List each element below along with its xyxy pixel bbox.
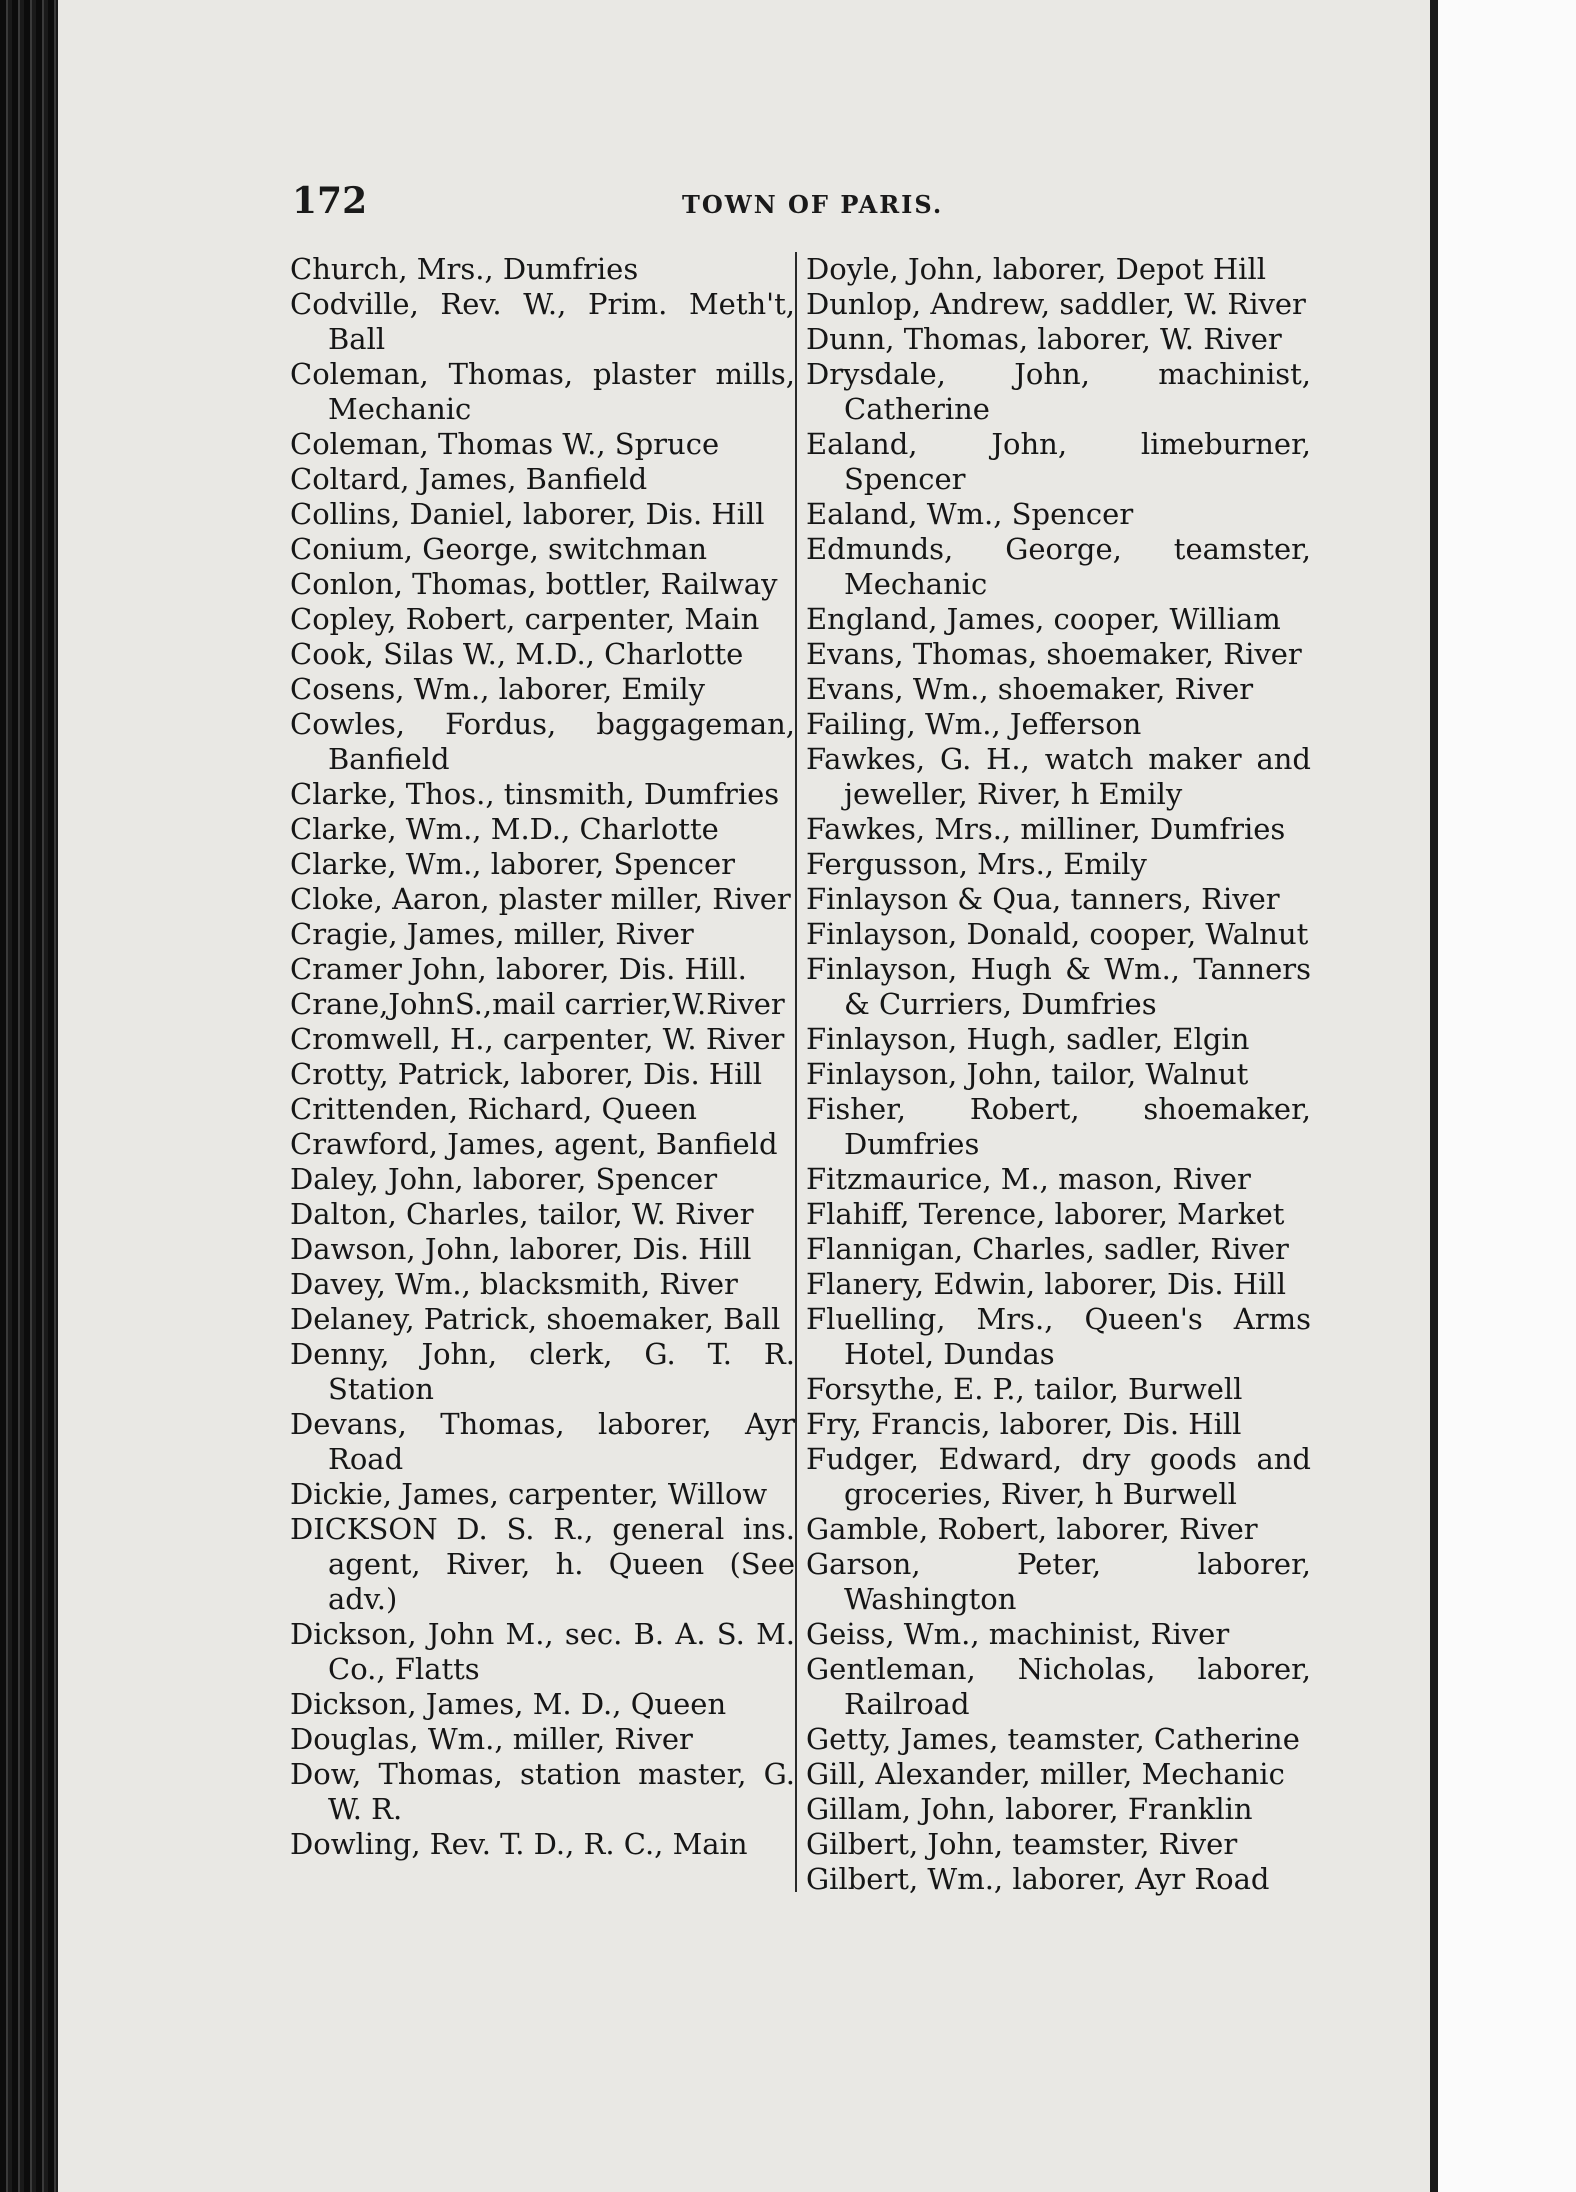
directory-entry: Daley, John, laborer, Spencer <box>290 1162 718 1196</box>
directory-entry: Edmunds, George, teamster, Mechanic <box>806 532 1311 601</box>
directory-entry: Conium, George, switchman <box>290 532 708 566</box>
directory-entry: Dowling, Rev. T. D., R. C., Main <box>290 1827 748 1861</box>
directory-entry: Davey, Wm., blacksmith, River <box>290 1267 738 1301</box>
directory-entry: Church, Mrs., Dumfries <box>290 252 639 286</box>
directory-entry: Fudger, Edward, dry goods and groceries, River, h Burwell <box>806 1442 1311 1511</box>
book-binding-edge <box>0 0 58 2192</box>
column-divider <box>795 252 797 1892</box>
left-column <box>290 252 795 1862</box>
directory-entry: Cloke, Aaron, plaster miller, River <box>290 882 791 916</box>
directory-entry: Cramer John, laborer, Dis. Hill. <box>290 952 747 986</box>
directory-entry: Fitzmaurice, M., mason, River <box>806 1162 1251 1196</box>
directory-entry: Dalton, Charles, tailor, W. River <box>290 1197 754 1231</box>
facing-page-edge <box>1430 0 1576 2192</box>
directory-entry: Finlayson & Qua, tanners, River <box>806 882 1280 916</box>
directory-entry: Fluelling, Mrs., Queen's Arms Hotel, Dundas <box>806 1302 1311 1371</box>
directory-entry: Clarke, Wm., M.D., Charlotte <box>290 812 719 846</box>
directory-entry: Evans, Wm., shoemaker, River <box>806 672 1254 706</box>
directory-entry: Gamble, Robert, laborer, River <box>806 1512 1258 1546</box>
directory-entry: Cromwell, H., carpenter, W. River <box>290 1022 785 1056</box>
directory-entry: Gillam, John, laborer, Franklin <box>806 1792 1253 1826</box>
directory-columns <box>290 252 1310 1902</box>
directory-entry: Dickie, James, carpenter, Willow <box>290 1477 768 1511</box>
directory-entry: Getty, James, teamster, Catherine <box>806 1722 1300 1756</box>
directory-entry: Dow, Thomas, station master, G. W. R. <box>290 1757 795 1826</box>
directory-entry: Finlayson, John, tailor, Walnut <box>806 1057 1249 1091</box>
directory-entry: Finlayson, Donald, cooper, Walnut <box>806 917 1309 951</box>
directory-entry: Garson, Peter, laborer, Washington <box>806 1547 1311 1616</box>
directory-entry: Failing, Wm., Jefferson <box>806 707 1142 741</box>
directory-entry: Gilbert, Wm., laborer, Ayr Road <box>806 1862 1270 1896</box>
directory-entry: Delaney, Patrick, shoemaker, Ball <box>290 1302 781 1336</box>
directory-entry: Ealand, John, limeburner, Spencer <box>806 427 1311 496</box>
directory-entry: Cook, Silas W., M.D., Charlotte <box>290 637 744 671</box>
page-number: 172 <box>292 180 368 222</box>
directory-entry: Coleman, Thomas, plaster mills, Mechanic <box>290 357 795 426</box>
running-head: TOWN OF PARIS. <box>682 190 944 219</box>
directory-entry: Dickson, James, M. D., Queen <box>290 1687 727 1721</box>
right-column <box>806 252 1311 1897</box>
directory-entry: Dunlop, Andrew, saddler, W. River <box>806 287 1306 321</box>
directory-entry: Gill, Alexander, miller, Mechanic <box>806 1757 1285 1791</box>
directory-entry: Flanery, Edwin, laborer, Dis. Hill <box>806 1267 1286 1301</box>
directory-entry: Cosens, Wm., laborer, Emily <box>290 672 705 706</box>
directory-entry: Conlon, Thomas, bottler, Railway <box>290 567 778 601</box>
directory-entry: Crawford, James, agent, Banfield <box>290 1127 778 1161</box>
directory-entry: Crittenden, Richard, Queen <box>290 1092 697 1126</box>
directory-entry: Collins, Daniel, laborer, Dis. Hill <box>290 497 765 531</box>
directory-entry: Cowles, Fordus, baggageman, Banfield <box>290 707 795 776</box>
page-header <box>292 180 1292 230</box>
directory-entry: Fawkes, Mrs., milliner, Dumfries <box>806 812 1286 846</box>
directory-entry: Codville, Rev. W., Prim. Meth't, Ball <box>290 287 795 356</box>
directory-entry: Dawson, John, laborer, Dis. Hill <box>290 1232 752 1266</box>
directory-entry: Evans, Thomas, shoemaker, River <box>806 637 1302 671</box>
directory-entry: England, James, cooper, William <box>806 602 1281 636</box>
directory-entry: Fisher, Robert, shoemaker, Dumfries <box>806 1092 1311 1161</box>
directory-entry: Finlayson, Hugh, sadler, Elgin <box>806 1022 1250 1056</box>
directory-entry: DICKSON D. S. R., general ins. agent, River, h. Queen (See adv.) <box>290 1512 795 1616</box>
directory-entry: Drysdale, John, machinist, Catherine <box>806 357 1311 426</box>
directory-entry: Gilbert, John, teamster, River <box>806 1827 1238 1861</box>
directory-entry: Denny, John, clerk, G. T. R. Station <box>290 1337 795 1406</box>
directory-entry: Clarke, Thos., tinsmith, Dumfries <box>290 777 780 811</box>
directory-entry: Forsythe, E. P., tailor, Burwell <box>806 1372 1243 1406</box>
directory-entry: Copley, Robert, carpenter, Main <box>290 602 760 636</box>
directory-entry: Ealand, Wm., Spencer <box>806 497 1134 531</box>
directory-entry: Fergusson, Mrs., Emily <box>806 847 1147 881</box>
directory-entry: Coleman, Thomas W., Spruce <box>290 427 720 461</box>
directory-entry: Douglas, Wm., miller, River <box>290 1722 693 1756</box>
directory-entry: Geiss, Wm., machinist, River <box>806 1617 1230 1651</box>
directory-entry: Fry, Francis, laborer, Dis. Hill <box>806 1407 1242 1441</box>
directory-entry: Devans, Thomas, laborer, Ayr Road <box>290 1407 795 1476</box>
directory-entry: Finlayson, Hugh & Wm., Tanners & Curriers, Dumfries <box>806 952 1311 1021</box>
directory-entry: Dunn, Thomas, laborer, W. River <box>806 322 1282 356</box>
directory-entry: Gentleman, Nicholas, laborer, Railroad <box>806 1652 1311 1721</box>
directory-entry: Cragie, James, miller, River <box>290 917 694 951</box>
directory-entry: Flahiff, Terence, laborer, Market <box>806 1197 1285 1231</box>
directory-entry: Crotty, Patrick, laborer, Dis. Hill <box>290 1057 763 1091</box>
directory-entry: Fawkes, G. H., watch maker and jeweller, River, h Emily <box>806 742 1311 811</box>
directory-entry: Flannigan, Charles, sadler, River <box>806 1232 1289 1266</box>
directory-entry: Clarke, Wm., laborer, Spencer <box>290 847 736 881</box>
directory-entry: Doyle, John, laborer, Depot Hill <box>806 252 1266 286</box>
directory-entry: Coltard, James, Banfield <box>290 462 648 496</box>
directory-entry: Crane,JohnS.,mail carrier,W.River <box>290 987 785 1021</box>
directory-entry: Dickson, John M., sec. B. A. S. M. Co., Flatts <box>290 1617 795 1686</box>
